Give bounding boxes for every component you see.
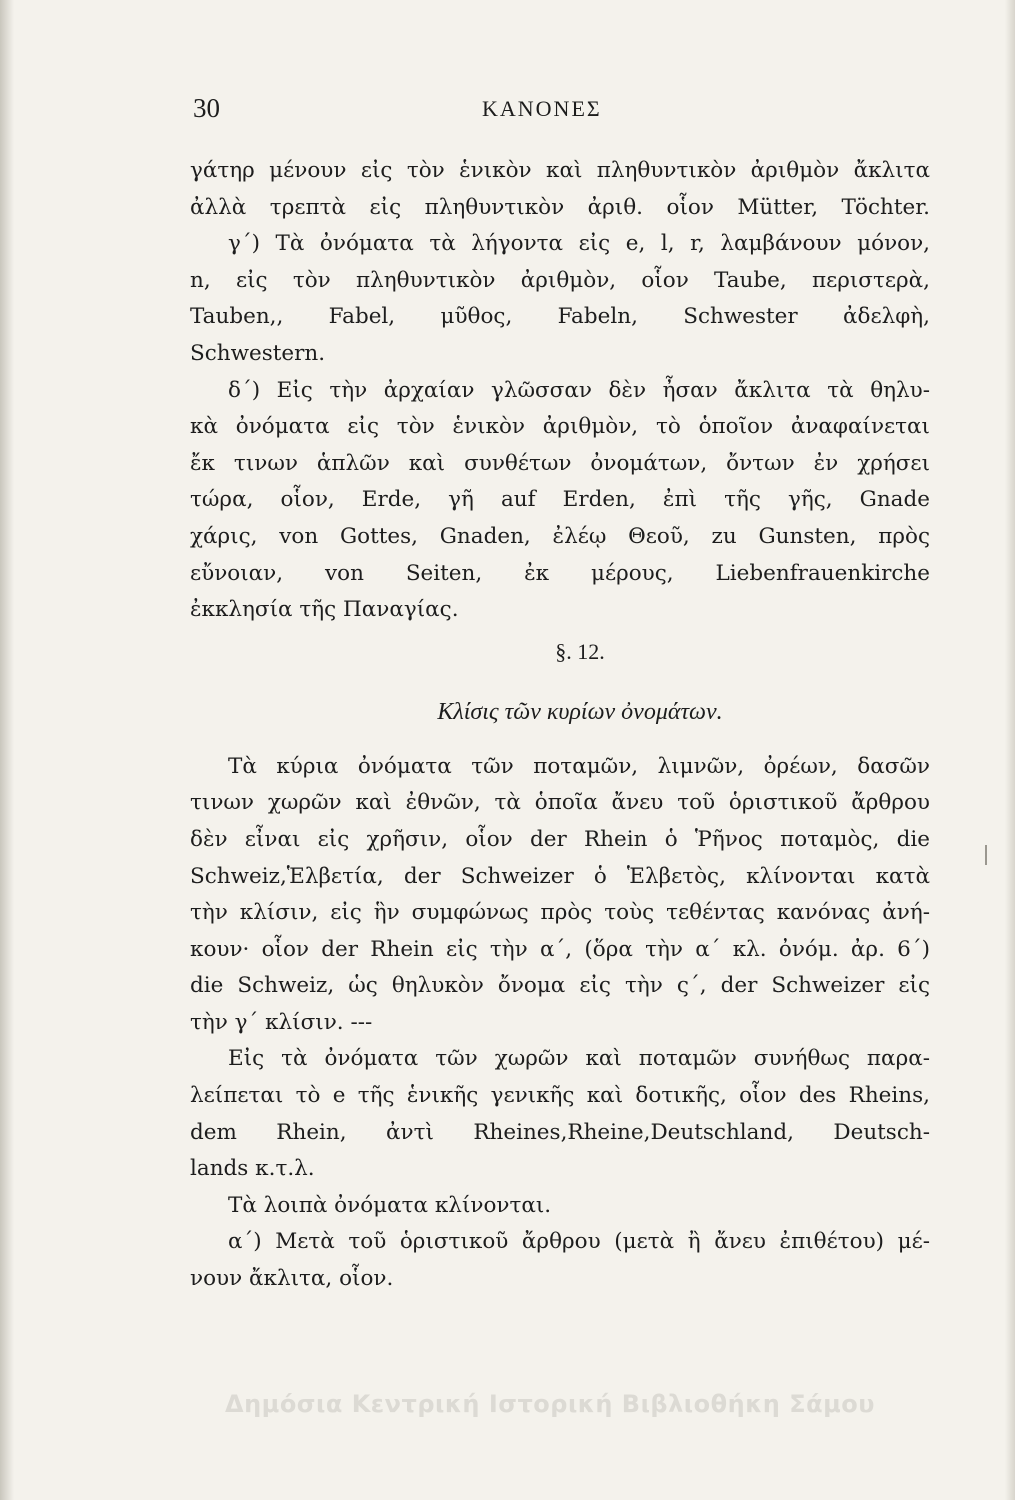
text-line: Τὰ λοιπὰ ὀνόματα κλίνονται. xyxy=(228,1192,552,1218)
text-line: Εἰς τὰ ὀνόματα τῶν χωρῶν καὶ ποταμῶν συνήθως παρα- xyxy=(228,1046,930,1072)
text-line: τὴν γ΄ κλίσιν. --- xyxy=(190,1009,373,1035)
text-line: λείπεται τὸ e τῆς ἑνικῆς γενικῆς καὶ δοτικῆς, οἷον des Rheins, xyxy=(190,1083,930,1109)
text-line: νουν ἄκλιτα, οἷον. xyxy=(190,1266,394,1292)
text-line: ἐκκλησία τῆς Παναγίας. xyxy=(190,597,459,623)
text-line: δ΄) Εἰς τὴν ἀρχαίαν γλῶσσαν δὲν ἦσαν ἄκλιτα τὰ θηλυ- xyxy=(228,377,930,403)
text-line: α΄) Μετὰ τοῦ ὁριστικοῦ ἄρθρου (μετὰ ἢ ἄνευ ἐπιθέτου) μέ- xyxy=(228,1229,930,1255)
text-line: Schwestern. xyxy=(190,340,326,366)
text-line: n, εἰς τὸν πληθυντικὸν ἀριθμὸν, οἷον Taube, περιστερὰ, xyxy=(190,267,930,293)
section-title: Κλίσις τῶν κυρίων ὀνομάτων. xyxy=(437,698,723,725)
scan-artifact xyxy=(985,845,987,865)
text-line: dem Rhein, ἀντὶ Rheines,Rheine,Deutschland, Deutsch- xyxy=(190,1119,930,1145)
page-header xyxy=(0,93,1015,133)
page-edge-shadow xyxy=(0,0,14,1500)
running-title: ΚΑΝΟΝΕΣ xyxy=(482,96,602,121)
text-line: ἀλλὰ τρεπτὰ εἰς πληθυντικὸν ἀριθ. οἷον Mütter, Töchter. xyxy=(190,194,930,220)
text-line: δὲν εἶναι εἰς χρῆσιν, οἷον der Rhein ὁ Ῥῆνος ποταμὸς, die xyxy=(190,826,930,852)
text-line: εὔνοιαν, von Seiten, ἐκ μέρους, Liebenfrauenkirche xyxy=(190,560,930,586)
text-line: Τὰ κύρια ὀνόματα τῶν ποταμῶν, λιμνῶν, ὀρέων, δασῶν xyxy=(228,753,930,779)
section-number: §. 12. xyxy=(555,638,605,664)
text-line: κὰ ὀνόματα εἰς τὸν ἑνικὸν ἀριθμὸν, τὸ ὁποῖον ἀναφαίνεται xyxy=(190,414,930,440)
text-line: ἔκ τινων ἁπλῶν καὶ συνθέτων ὀνομάτων, ὄντων ἐν χρήσει xyxy=(190,450,930,476)
text-line: χάρις, von Gottes, Gnaden, ἐλέῳ Θεοῦ, zu Gunsten, πρὸς xyxy=(190,523,930,549)
page-edge-shadow-right xyxy=(1005,0,1015,1500)
page-number: 30 xyxy=(193,93,220,123)
text-line: τώρα, οἷον, Erde, γῆ auf Erden, ἐπὶ τῆς γῆς, Gnade xyxy=(190,487,930,513)
text-line: γ΄) Τὰ ὀνόματα τὰ λήγοντα εἰς e, l, r, λαμβάνουν μόνον, xyxy=(228,231,930,257)
text-line: Tauben,, Fabel, μῦθος, Fabeln, Schwester ἀδελφὴ, xyxy=(190,304,930,330)
text-line: τινων χωρῶν καὶ ἐθνῶν, τὰ ὁποῖα ἄνευ τοῦ ὁριστικοῦ ἄρθρου xyxy=(190,790,930,816)
text-line: γάτηρ μένουν εἰς τὸν ἑνικὸν καὶ πληθυντικὸν ἀριθμὸν ἄκλιτα xyxy=(190,158,930,183)
text-line: τὴν κλίσιν, εἰς ἣν συμφώνως πρὸς τοὺς τεθέντας κανόνας ἀνή- xyxy=(190,900,930,926)
text-line: Schweiz,Ἑλβετία, der Schweizer ὁ Ἑλβετὸς, κλίνονται κατὰ xyxy=(190,863,930,889)
library-watermark: Δημόσια Κεντρική Ιστορική Βιβλιοθήκη Σάμου xyxy=(225,1390,875,1418)
text-line: κουν· οἷον der Rhein εἰς τὴν α΄, (ὅρα τὴν α΄ κλ. ὀνόμ. ἀρ. 6΄) xyxy=(190,936,930,962)
page-body xyxy=(190,153,930,1298)
text-line: die Schweiz, ὡς θηλυκὸν ὄνομα εἰς τὴν ς΄, der Schweizer εἰς xyxy=(190,973,930,999)
text-line: lands κ.τ.λ. xyxy=(190,1156,315,1182)
